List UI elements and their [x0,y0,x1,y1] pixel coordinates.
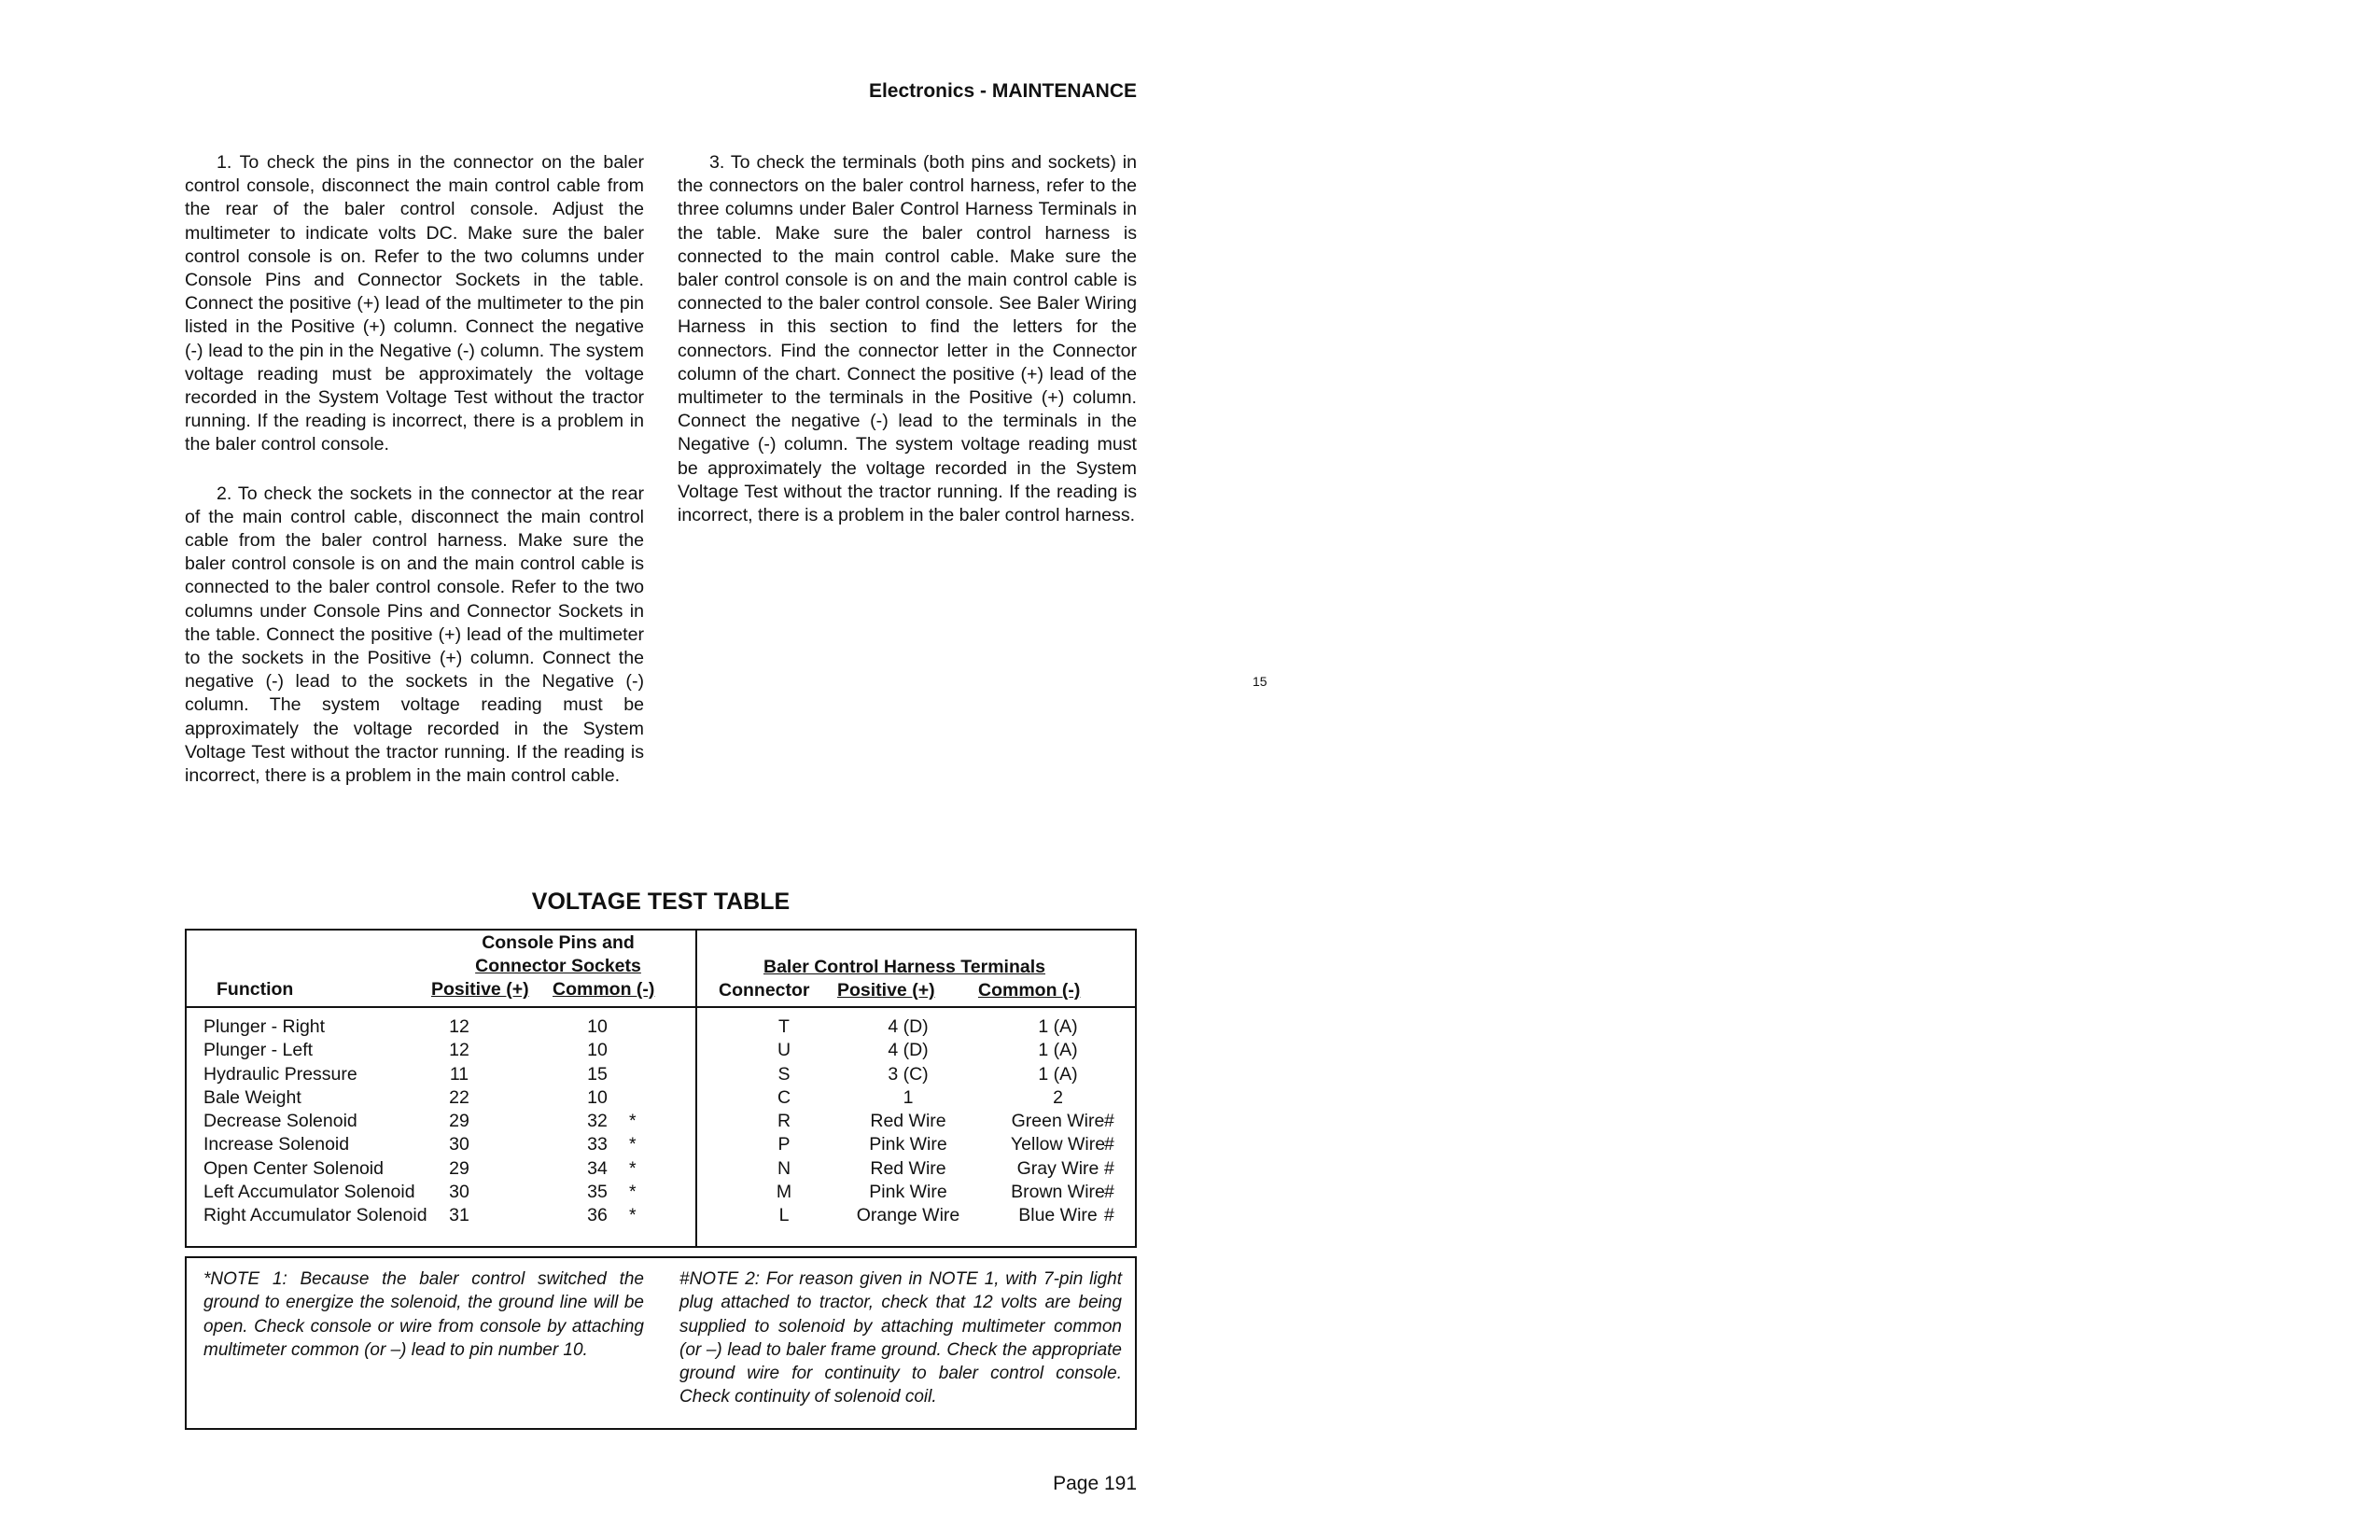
cell-harness-common: Green Wire [1011,1111,1105,1132]
cell-harness-common: 1 (A) [1038,1040,1078,1061]
cell-positive: 29 [449,1157,469,1179]
cell-common: 10 [587,1040,608,1061]
table-title: VOLTAGE TEST TABLE [531,889,791,915]
table-row [187,1016,1135,1040]
cell-function: Plunger - Right [203,1016,326,1037]
cell-common: 36 [587,1205,608,1226]
cell-connector: N [777,1157,791,1179]
cell-note1-marker: * [629,1182,637,1203]
header-harness-group: Baler Control Harness Terminals [763,957,1045,977]
cell-positive: 30 [449,1182,469,1203]
cell-function: Open Center Solenoid [203,1157,384,1179]
cell-harness-positive: Red Wire [870,1111,946,1132]
header-console-group-line1: Console Pins and [482,932,635,953]
page-number: Page 191 [1053,1473,1137,1494]
cell-harness-common: Blue Wire [1018,1205,1098,1226]
cell-note1-marker: * [629,1134,637,1155]
header-console-group-line2: Connector Sockets [475,956,641,976]
cell-harness-common: Yellow Wire [1010,1134,1106,1155]
cell-harness-common: Gray Wire [1016,1157,1099,1179]
table-row [187,1087,1135,1111]
cell-note2-marker: # [1104,1205,1114,1226]
paragraph-step-3: 3. To check the terminals (both pins and sockets) in the connectors on the baler control harness, refer to the three columns under Baler Control Harness Terminals in the table. Make sure the baler control harness is connected to the main control cable. Make sure the baler control console is on and the main control cable is connected to the baler control console. See Baler Wiring Harness in this section to find the letters for the connectors. Find the connector letter in the Connector column of the chart. Connect the positive (+) lead of the multimeter to the terminals in the Positive (+) column. Connect the negative (-) lead to the terminals in the Negative (-) column. The system voltage reading must be approximately the voltage recorded in the System Voltage Test without the tractor running. If the reading is incorrect, there is a problem in the baler control harness. [678,152,1137,526]
table-row [187,1205,1135,1228]
table-row [187,1182,1135,1205]
header-connector: Connector [719,980,810,1001]
table-row [187,1064,1135,1087]
cell-function: Hydraulic Pressure [203,1063,357,1085]
cell-harness-positive: 4 (D) [888,1016,929,1037]
cell-harness-positive: Orange Wire [856,1205,960,1226]
note-2: #NOTE 2: For reason given in NOTE 1, with 7-pin light plug attached to tractor, check that 12 volts are being supplied to solenoid by attaching multimeter common (or –) lead to baler frame ground. Check the appropriate ground wire for continuity to baler control console. Check continuity of solenoid coil. [679,1269,1122,1407]
header-harness-positive: Positive (+) [837,980,935,1001]
cell-note2-marker: # [1104,1111,1114,1132]
cell-harness-common: 1 (A) [1038,1063,1078,1085]
cell-function: Right Accumulator Solenoid [203,1205,427,1226]
table-header-divider [187,1006,1135,1008]
cell-harness-positive: 4 (D) [888,1040,929,1061]
cell-harness-common: Brown Wire [1011,1182,1105,1203]
cell-function: Bale Weight [203,1086,301,1108]
cell-harness-positive: Pink Wire [869,1134,947,1155]
cell-positive: 22 [449,1086,469,1108]
cell-harness-common: 1 (A) [1038,1016,1078,1037]
cell-harness-common: 2 [1053,1086,1063,1108]
cell-harness-positive: 1 [903,1086,914,1108]
cell-function: Increase Solenoid [203,1134,350,1155]
paragraph-step-1: 1. To check the pins in the connector on the baler control console, disconnect the main control cable from the rear of the baler control console. Adjust the multimeter to indicate volts DC. Make sure the baler control console is on. Refer to the two columns under Console Pins and Connector Sockets in the table. Connect the positive (+) lead of the multimeter to the pin listed in the Positive (+) column. Connect the negative (-) lead to the pin in the Negative (-) column. The system voltage reading must be approximately the voltage recorded in the System Voltage Test without the tractor running. If the reading is incorrect, there is a problem in the baler control console. [185,152,644,455]
cell-positive: 12 [449,1016,469,1037]
cell-note2-marker: # [1104,1134,1114,1155]
cell-connector: S [777,1063,791,1085]
cell-connector: R [777,1111,791,1132]
cell-common: 33 [587,1134,608,1155]
table-row [187,1134,1135,1157]
cell-connector: C [777,1086,791,1108]
cell-positive: 30 [449,1134,469,1155]
cell-positive: 31 [449,1205,469,1226]
cell-note2-marker: # [1104,1182,1114,1203]
cell-harness-positive: Pink Wire [869,1182,947,1203]
cell-common: 15 [587,1063,608,1085]
cell-note1-marker: * [629,1157,637,1179]
cell-connector: T [778,1016,790,1037]
cell-common: 35 [587,1182,608,1203]
paragraph-step-2: 2. To check the sockets in the connector at the rear of the main control cable, disconnect the main control cable from the baler control harness. Make sure the baler control console is on and the main control cable is connected to the baler control console. Refer to the two columns under Console Pins and Connector Sockets in the table. Connect the positive (+) lead of the multimeter to the sockets in the Positive (+) column. Connect the negative (-) lead to the sockets in the Negative (-) column. The system voltage reading must be approximately the voltage recorded in the System Voltage Test without the tractor running. If the reading is incorrect, there is a problem in the main control cable. [185,483,644,787]
header-console-common: Common (-) [553,979,655,1000]
section-header: Electronics - MAINTENANCE [868,80,1137,102]
cell-connector: P [777,1134,791,1155]
cell-note2-marker: # [1104,1157,1114,1179]
note-1: *NOTE 1: Because the baler control switched the ground to energize the solenoid, the ground line will be open. Check console or wire from console by attaching multimeter common (or –) lead to pin number 10. [203,1269,644,1360]
cell-positive: 11 [449,1063,469,1085]
cell-connector: U [777,1040,791,1061]
header-console-positive: Positive (+) [431,979,529,1000]
cell-connector: M [776,1182,792,1203]
table-row [187,1040,1135,1063]
table-body [187,1016,1135,1229]
cell-function: Left Accumulator Solenoid [203,1182,415,1203]
cell-common: 10 [587,1016,608,1037]
header-function: Function [217,979,294,1000]
figure-number: 15 [1253,674,1267,689]
text-column-left [185,151,644,813]
cell-function: Decrease Solenoid [203,1111,357,1132]
notes-box [185,1256,1137,1430]
cell-positive: 12 [449,1040,469,1061]
cell-common: 32 [587,1111,608,1132]
table-row [187,1111,1135,1134]
table-row [187,1158,1135,1182]
cell-harness-positive: Red Wire [870,1157,946,1179]
cell-common: 34 [587,1157,608,1179]
cell-note1-marker: * [629,1111,637,1132]
cell-common: 10 [587,1086,608,1108]
cell-harness-positive: 3 (C) [888,1063,929,1085]
cell-connector: L [778,1205,790,1226]
voltage-test-table [185,929,1137,1248]
header-harness-common: Common (-) [978,980,1081,1001]
text-column-right [678,151,1137,553]
cell-note1-marker: * [629,1205,637,1226]
cell-positive: 29 [449,1111,469,1132]
cell-function: Plunger - Left [203,1040,314,1061]
